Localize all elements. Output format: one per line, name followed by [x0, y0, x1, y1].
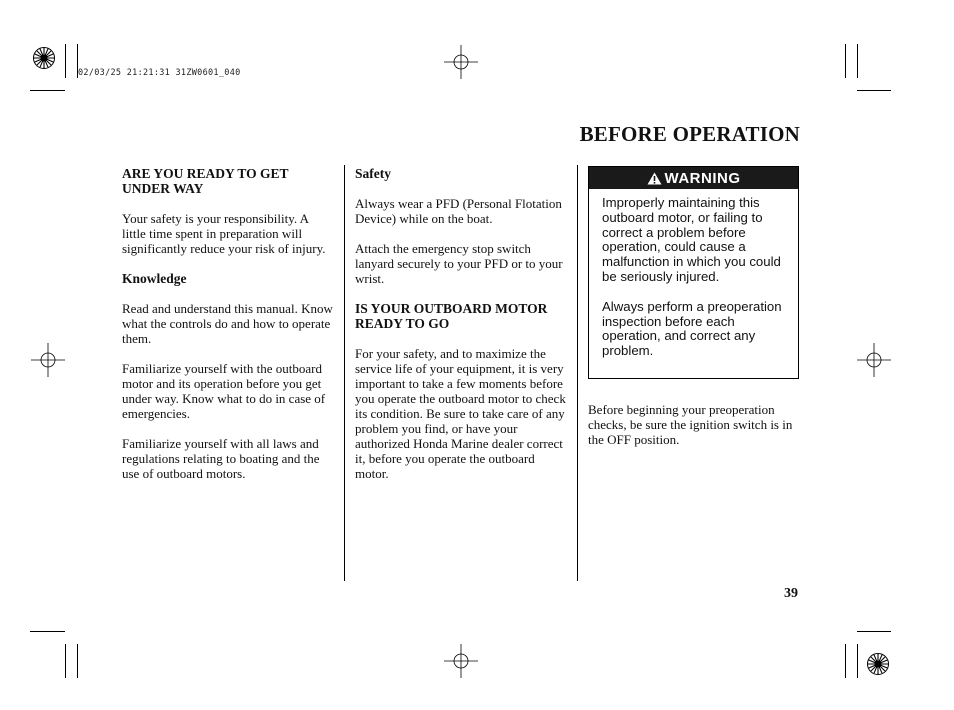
paragraph: For your safety, and to maximize the service life of your equipment, it is very important to take a few moments before you operate the outboard motor to check its condition. Be sure to take care of any problem you find, or have your authorized Honda Marine dealer correct it, before you operate the outboard motor.	[355, 346, 566, 481]
column-divider	[577, 165, 578, 581]
registration-target-icon	[32, 46, 56, 70]
crosshair-mark-icon	[444, 644, 478, 678]
crosshair-mark-icon	[444, 45, 478, 79]
column-divider	[344, 165, 345, 581]
crop-mark	[857, 44, 858, 78]
paragraph: Read and understand this manual. Know what the controls do and how to operate them.	[122, 301, 333, 346]
crosshair-mark-icon	[31, 343, 65, 377]
crop-mark	[845, 44, 846, 78]
crop-mark	[30, 631, 65, 632]
print-stamp: 02/03/25 21:21:31 31ZW0601_040	[78, 68, 241, 78]
paragraph: Familiarize yourself with the outboard motor and its operation before you get under way. Know what to do in case of emergencies.	[122, 361, 326, 421]
warning-box	[588, 166, 799, 379]
crop-mark	[65, 644, 66, 678]
paragraph: Your safety is your responsibility. A little time spent in preparation will significantly reduce your risk of injury.	[122, 211, 326, 256]
crop-mark	[845, 644, 846, 678]
paragraph: Attach the emergency stop switch lanyard securely to your PFD or to your wrist.	[355, 241, 563, 286]
crop-mark	[857, 631, 891, 632]
paragraph: Before beginning your preoperation checks, be sure the ignition switch is in the OFF position.	[588, 402, 793, 447]
warning-text: Always perform a preoperation inspection before each operation, and correct any problem.	[602, 298, 782, 359]
crop-mark	[857, 644, 858, 678]
column-left	[122, 166, 334, 481]
section-heading: Safety	[355, 166, 391, 181]
warning-triangle-icon	[647, 172, 662, 185]
crop-mark	[65, 44, 66, 78]
crop-mark	[857, 90, 891, 91]
warning-text: Improperly maintaining this outboard motor, or failing to correct a problem before operation, could cause a malfunction in which you could be seriously injured.	[602, 195, 781, 284]
page-title: BEFORE OPERATION	[579, 122, 800, 146]
section-heading: ARE YOU READY TO GET UNDER WAY	[122, 166, 289, 196]
column-middle	[355, 166, 571, 481]
section-heading: Knowledge	[122, 271, 187, 286]
page-number: 39	[784, 586, 798, 601]
warning-label: WARNING	[664, 169, 741, 187]
paragraph: Always wear a PFD (Personal Flotation Device) while on the boat.	[355, 196, 562, 226]
crop-mark	[77, 644, 78, 678]
paragraph: Familiarize yourself with all laws and regulations relating to boating and the use of outboard motors.	[122, 436, 320, 481]
warning-header	[589, 167, 798, 189]
warning-body	[589, 189, 798, 359]
crop-mark	[30, 90, 65, 91]
section-heading: IS YOUR OUTBOARD MOTOR READY TO GO	[355, 301, 548, 331]
registration-target-icon	[866, 652, 890, 676]
crosshair-mark-icon	[857, 343, 891, 377]
